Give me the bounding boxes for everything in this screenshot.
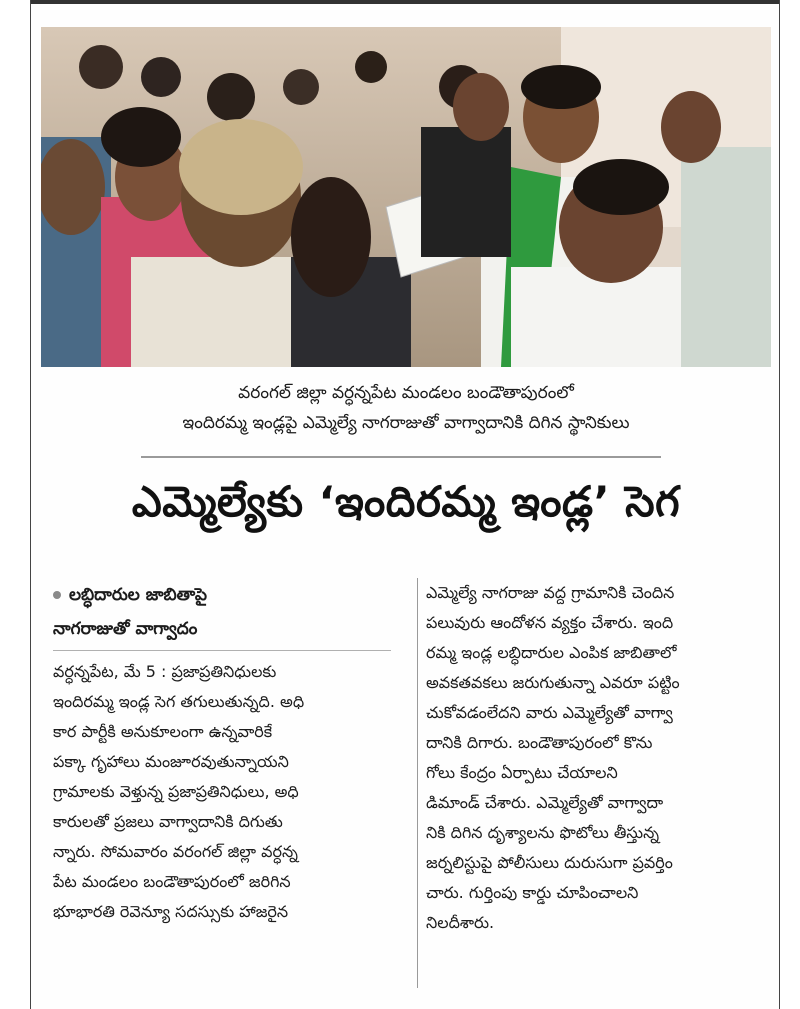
body-line: పేట మండలం బండౌతాపురంలో జరిగిన xyxy=(53,872,291,891)
news-photo-illustration xyxy=(41,27,771,367)
body-line: గ్రామాలకు వెళ్తున్న ప్రజాప్రతినిధులు, అధి xyxy=(53,782,299,801)
headline: ఎమ్మెల్యేకు ‘ఇందిరమ్మ ఇండ్ల’ సెగ xyxy=(131,477,681,526)
subhead-2: నాగరాజుతో వాగ్వాదం xyxy=(53,612,391,651)
body-line: న్నారు. సోమవారం వరంగల్ జిల్లా వర్ధన్న xyxy=(53,842,298,861)
newspaper-clipping xyxy=(30,0,780,1009)
body-line: గోలు కేంద్రం ఏర్పాటు చేయాలని xyxy=(426,763,618,782)
body-line: కార పార్టీకి అనుకూలంగా ఉన్నవారికే xyxy=(53,722,273,741)
body-line: ఇందిరమ్మ ఇండ్ల సెగ తగులుతున్నది. అధి xyxy=(53,692,305,711)
photo-caption xyxy=(41,378,771,438)
body-line: నిలదీశారు. xyxy=(426,913,495,932)
body-line: జర్నలిస్టుపై పోలీసులు దురుసుగా ప్రవర్తిం xyxy=(426,853,673,872)
body-line: నికి దిగిన దృశ్యాలను ఫొటోలు తీస్తున్న xyxy=(426,823,660,842)
body-line: పలువురు ఆందోళన వ్యక్తం చేశారు. ఇంది xyxy=(426,613,674,632)
right-column xyxy=(417,578,764,988)
caption-line-2: ఇందిరమ్మ ఇండ్లపై ఎమ్మెల్యే నాగరాజుతో వాగ్వాదానికి దిగిన స్థానికులు xyxy=(182,413,630,433)
body-line: వర్ధన్నపేట, మే 5 : ప్రజాప్రతినిధులకు xyxy=(53,662,277,681)
body-line: దానికి దిగారు. బండౌతాపురంలో కొను xyxy=(426,733,653,752)
body-line: భూభారతి రెవెన్యూ సదస్సుకు హాజరైన xyxy=(53,902,289,921)
subhead-1 xyxy=(53,578,391,612)
caption-divider xyxy=(141,456,661,458)
top-border-rule xyxy=(31,0,779,4)
body-line: అవకతవకలు జరుగుతున్నా ఎవరూ పట్టిం xyxy=(426,673,680,692)
body-line: కారులతో ప్రజలు వాగ్వాదానికి దిగుతు xyxy=(53,812,283,831)
body-line: చుకోవడంలేదని వారు ఎమ్మెల్యేతో వాగ్వా xyxy=(426,703,673,722)
bullet-icon xyxy=(53,591,61,599)
subhead-1-text: లబ్ధిదారుల జాబితాపై xyxy=(69,585,207,605)
left-column xyxy=(53,578,391,927)
body-line: రమ్మ ఇండ్ల లబ్ధిదారుల ఎంపిక జాబితాలో xyxy=(426,643,677,662)
news-photo xyxy=(41,27,771,367)
body-line: చారు. గుర్తింపు కార్డు చూపించాలని xyxy=(426,883,639,902)
caption-line-1: వరంగల్ జిల్లా వర్ధన్నపేట మండలం బండౌతాపురంలో xyxy=(238,383,574,403)
body-line: ఎమ్మెల్యే నాగరాజు వద్ద గ్రామానికి చెందిన xyxy=(426,583,675,602)
body-line: పక్కా గృహాలు మంజూరవుతున్నాయని xyxy=(53,752,289,771)
body-line: డిమాండ్ చేశారు. ఎమ్మెల్యేతో వాగ్వాదా xyxy=(426,793,664,812)
